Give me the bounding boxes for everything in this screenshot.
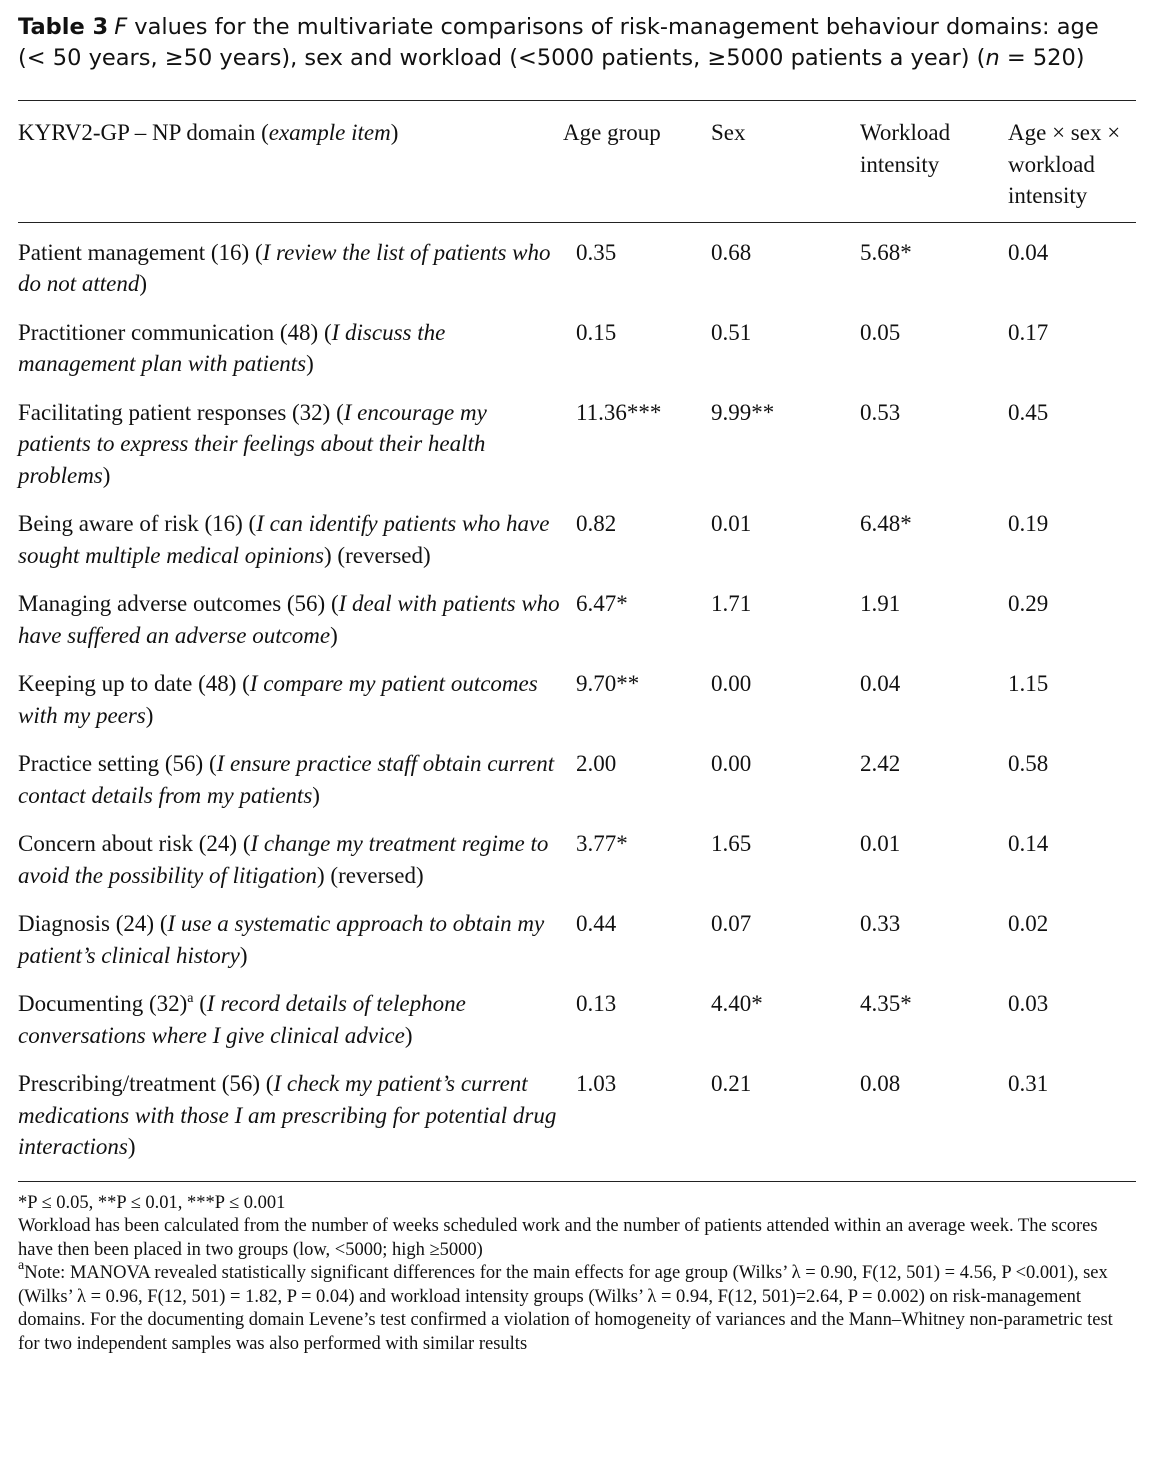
domain-suffix: ) (reversed) — [317, 862, 424, 888]
domain-name: Diagnosis (24) ( — [18, 911, 168, 936]
domain-name: Practice setting (56) ( — [18, 751, 217, 776]
domain-cell — [18, 815, 563, 895]
age-group-value: 0.15 — [576, 319, 617, 345]
interaction-value: 0.19 — [1008, 511, 1049, 536]
example-item: I use a systematic approach to obtain my patient’s clinical history — [18, 911, 545, 968]
domain-cell — [18, 304, 563, 384]
table-row — [18, 1055, 1136, 1181]
sex-value: 1.71 — [711, 591, 752, 616]
domain-name: Facilitating patient responses (32) ( — [18, 399, 344, 425]
domain-name: Documenting (32) — [18, 991, 188, 1016]
table-row — [18, 655, 1136, 735]
table-notes — [18, 1192, 1136, 1357]
header-workload: Workload intensity — [860, 101, 1008, 222]
table-header-row — [18, 101, 1136, 222]
domain-cell — [18, 895, 563, 975]
header-domain — [18, 101, 563, 222]
example-item: I encourage my patients to express their feelings about their health problems — [18, 399, 487, 488]
age-group-value: 6.47* — [576, 591, 628, 616]
sex-value: 0.00 — [711, 751, 752, 776]
example-item: I compare my patient outcomes with my peers — [18, 671, 538, 728]
domain-suffix: ) — [102, 462, 111, 488]
age-group-value: 0.13 — [576, 991, 617, 1016]
header-domain-example: example item — [268, 120, 391, 145]
header-interaction: Age × sex × workload intensity — [1008, 101, 1136, 222]
domain-suffix: ) — [330, 622, 338, 648]
table-caption — [18, 12, 1136, 74]
workload-value: 6.48* — [860, 511, 912, 536]
interaction-value: 0.29 — [1008, 591, 1049, 616]
interaction-value: 0.58 — [1008, 751, 1049, 776]
workload-value: 2.42 — [860, 751, 901, 776]
interaction-value: 0.45 — [1008, 399, 1049, 425]
age-group-value: 9.70** — [576, 671, 640, 696]
age-group-value: 1.03 — [576, 1071, 617, 1096]
workload-value: 4.35* — [860, 991, 912, 1016]
significance-note: *P ≤ 0.05, **P ≤ 0.01, ***P ≤ 0.001 — [18, 1192, 286, 1213]
interaction-value: 0.02 — [1008, 911, 1049, 936]
header-domain-close: ) — [390, 120, 399, 145]
bottom-rule — [18, 1181, 1136, 1182]
domain-name: Being aware of risk (16) ( — [18, 511, 257, 536]
domain-name: Managing adverse outcomes (56) ( — [18, 591, 339, 616]
example-item: I record details of telephone conversations where I give clinical advice — [18, 991, 466, 1048]
caption-n-symbol: n — [985, 45, 1000, 71]
sex-value: 0.07 — [711, 911, 752, 936]
domain-cell — [18, 975, 563, 1055]
interaction-value: 0.31 — [1008, 1071, 1049, 1096]
example-item: I deal with patients who have suffered an adverse outcome — [18, 591, 560, 648]
workload-value: 0.04 — [860, 671, 901, 696]
example-item: I change my treatment regime to avoid the possibility of litigation — [18, 831, 549, 888]
manova-note — [18, 1258, 1136, 1356]
table-row — [18, 304, 1136, 384]
example-item: I review the list of patients who do not attend — [18, 239, 551, 296]
domain-suffix: ) — [312, 782, 320, 808]
f-values-table — [18, 101, 1136, 1181]
domain-suffix: ) — [306, 351, 314, 376]
header-domain-text: KYRV2-GP – NP domain ( — [18, 120, 269, 145]
table-row — [18, 495, 1136, 575]
domain-name: Keeping up to date (48) ( — [18, 671, 250, 696]
sex-value: 1.65 — [711, 831, 752, 856]
sex-value: 0.21 — [711, 1071, 752, 1096]
workload-value: 1.91 — [860, 591, 901, 616]
domain-suffix: ) — [145, 702, 154, 728]
table-row — [18, 815, 1136, 895]
workload-value: 0.05 — [860, 319, 901, 345]
domain-cell — [18, 655, 563, 735]
interaction-value: 0.17 — [1008, 319, 1049, 345]
domain-name: Concern about risk (24) ( — [18, 831, 251, 856]
sex-value: 0.68 — [711, 239, 752, 265]
age-group-value: 2.00 — [576, 751, 617, 776]
workload-value: 0.33 — [860, 911, 901, 936]
example-item: I check my patient’s current medications with those I am prescribing for potential drug interactions — [18, 1071, 557, 1159]
age-group-value: 0.44 — [576, 911, 617, 936]
table-row — [18, 222, 1136, 304]
domain-cell — [18, 222, 563, 304]
domain-cell — [18, 575, 563, 655]
domain-name: Patient management (16) ( — [18, 239, 263, 265]
table-row — [18, 735, 1136, 815]
table-body — [18, 222, 1136, 1181]
table-row — [18, 384, 1136, 496]
example-item: I ensure practice staff obtain current contact details from my patients — [18, 751, 555, 808]
table-row — [18, 895, 1136, 975]
table-row — [18, 575, 1136, 655]
sex-value: 4.40* — [711, 991, 763, 1016]
age-group-value: 0.82 — [576, 511, 617, 536]
header-age-group: Age group — [563, 101, 711, 222]
domain-cell — [18, 384, 563, 496]
footnote-marker: a — [187, 991, 194, 1006]
domain-suffix: ) — [239, 942, 248, 968]
interaction-value: 1.15 — [1008, 671, 1049, 696]
workload-value: 0.53 — [860, 399, 901, 425]
sex-value: 0.51 — [711, 319, 752, 345]
interaction-value: 0.04 — [1008, 239, 1049, 265]
table-label: Table 3 — [18, 14, 109, 40]
table-row — [18, 975, 1136, 1055]
example-item: I discuss the management plan with patients — [18, 319, 446, 376]
age-group-value: 3.77* — [576, 831, 628, 856]
domain-name: Prescribing/treatment (56) ( — [18, 1071, 274, 1096]
footnote-marker: a — [18, 1258, 25, 1273]
domain-suffix: ) — [139, 271, 148, 296]
domain-cell — [18, 1055, 563, 1181]
workload-note: Workload has been calculated from the number of weeks scheduled work and the number of patients attended within an average week. The scores have then been placed in two groups (low, <5000; high ≥5000) — [18, 1216, 1098, 1260]
sex-value: 0.01 — [711, 511, 752, 536]
caption-f-symbol: F — [114, 14, 128, 40]
sex-value: 9.99** — [711, 399, 775, 425]
domain-open-paren: ( — [193, 991, 207, 1016]
domain-cell — [18, 735, 563, 815]
example-item: I can identify patients who have sought multiple medical opinions — [18, 511, 550, 568]
domain-suffix: ) — [127, 1134, 136, 1159]
workload-value: 0.01 — [860, 831, 901, 856]
workload-value: 5.68* — [860, 239, 912, 265]
domain-cell — [18, 495, 563, 575]
workload-value: 0.08 — [860, 1071, 901, 1096]
header-sex: Sex — [711, 101, 860, 222]
domain-name: Practitioner communication (48) ( — [18, 319, 332, 345]
caption-text: values for the multivariate comparisons of risk-management behaviour domains: age (< 50 years, ≥50 years), sex and workload (<5000 patients, ≥5000 patients a year) ( — [18, 14, 1099, 71]
caption-text-end: = 520) — [999, 45, 1085, 71]
domain-suffix: ) (reversed) — [324, 542, 431, 568]
interaction-value: 0.03 — [1008, 991, 1049, 1016]
sex-value: 0.00 — [711, 671, 752, 696]
domain-suffix: ) — [404, 1022, 413, 1048]
manova-note-text: Note: MANOVA revealed statistically significant differences for the main effects for age group (Wilks’ λ = 0.90, F(12, 501) = 4.56, P <0.001), sex (Wilks’ λ = 0.96, F(12, 501) = 1.82, P = 0.04) and workload intensity groups (Wilks’ λ = 0.94, F(12, 501)=2.64, P = 0.002) on risk-management domains. For the documenting domain Levene’s test confirmed a violation of homogeneity of variances and the Mann–Whitney non-parametric test for two independent samples was also performed with similar results — [18, 1263, 1113, 1354]
age-group-value: 0.35 — [576, 239, 617, 265]
age-group-value: 11.36*** — [576, 399, 662, 425]
interaction-value: 0.14 — [1008, 831, 1049, 856]
